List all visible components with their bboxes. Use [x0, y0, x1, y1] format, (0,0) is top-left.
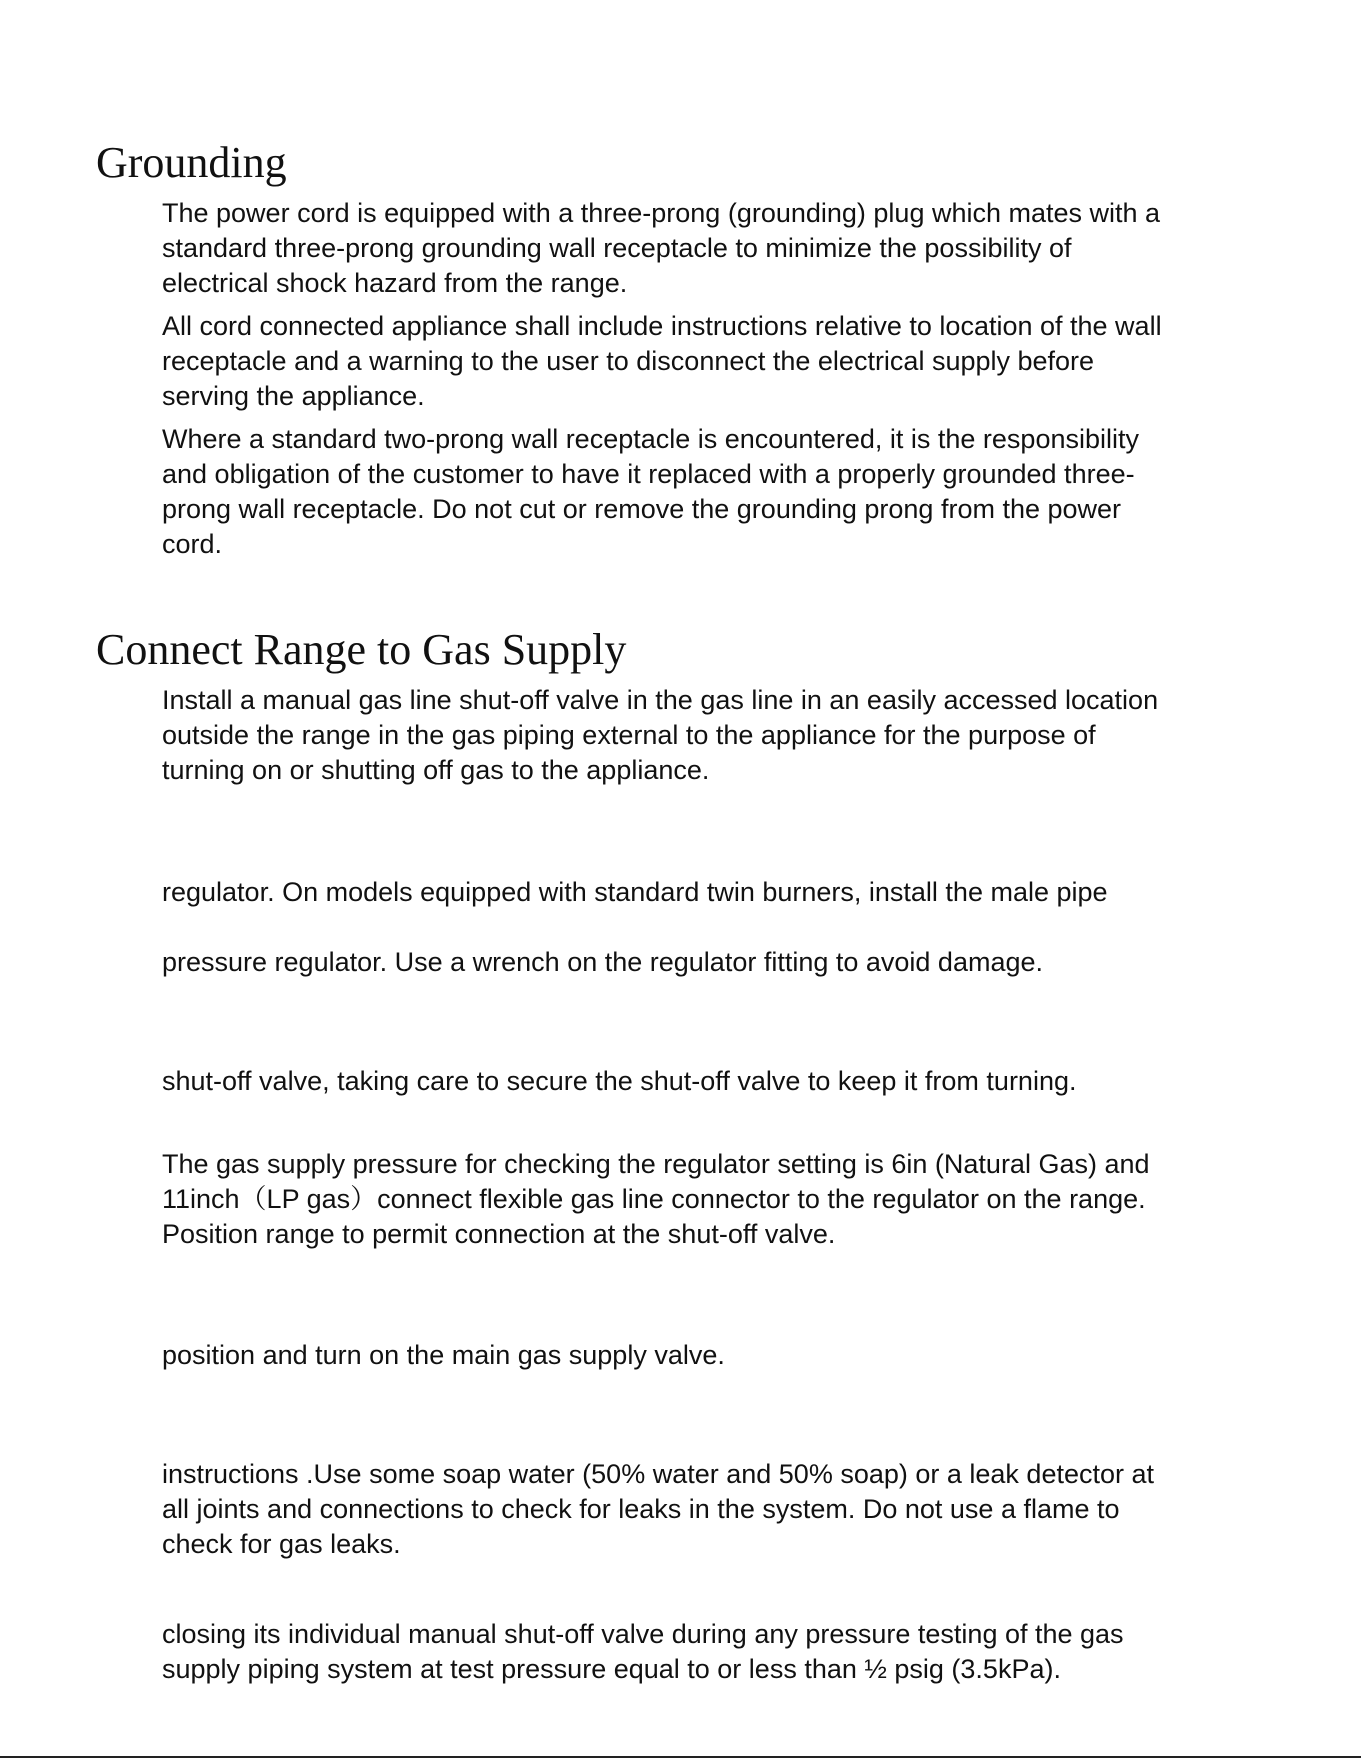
paragraph-two-prong-receptacle — [162, 422, 1252, 562]
text-line: pressure regulator. Use a wrench on the regulator fitting to avoid damage. — [162, 947, 1044, 977]
paragraph-pressure-regulator-wrench — [162, 945, 1252, 980]
text-line: standard three-prong grounding wall receptacle to minimize the possibility of — [162, 233, 1072, 263]
text-line: turning on or shutting off gas to the appliance. — [162, 755, 710, 785]
text-line: shut-off valve, taking care to secure the shut-off valve to keep it from turning. — [162, 1066, 1077, 1096]
text-line: regulator. On models equipped with standard twin burners, install the male pipe — [162, 877, 1108, 907]
text-line: Position range to permit connection at the shut-off valve. — [162, 1219, 836, 1249]
paragraph-leak-check — [162, 1457, 1252, 1562]
text-line: outside the range in the gas piping external to the appliance for the purpose of — [162, 720, 1096, 750]
text-line: electrical shock hazard from the range. — [162, 268, 628, 298]
paragraph-secure-shut-off-valve — [162, 1064, 1252, 1099]
text-line: instructions .Use some soap water (50% water and 50% soap) or a leak detector at — [162, 1459, 1154, 1489]
paragraph-main-gas-supply-valve — [162, 1338, 1252, 1373]
text-line: receptacle and a warning to the user to disconnect the electrical supply before — [162, 346, 1095, 376]
paragraph-cord-connected-appliance — [162, 309, 1252, 414]
text-line: The gas supply pressure for checking the regulator setting is 6in (Natural Gas) and — [162, 1149, 1150, 1179]
text-line: supply piping system at test pressure equal to or less than ½ psig (3.5kPa). — [162, 1654, 1061, 1684]
text-line: cord. — [162, 529, 223, 559]
text-line: position and turn on the main gas supply valve. — [162, 1340, 725, 1370]
text-line: and obligation of the customer to have it replaced with a properly grounded three- — [162, 459, 1135, 489]
text-line: 11inch（LP gas）connect flexible gas line connector to the regulator on the range. — [162, 1184, 1146, 1214]
text-line: serving the appliance. — [162, 381, 425, 411]
paragraph-grounding-plug — [162, 196, 1252, 301]
section-heading-connect-gas: Connect Range to Gas Supply — [96, 625, 627, 674]
text-line: prong wall receptacle. Do not cut or remove the grounding prong from the power — [162, 494, 1122, 524]
paragraph-pressure-testing — [162, 1617, 1252, 1687]
text-line: all joints and connections to check for leaks in the system. Do not use a flame to — [162, 1494, 1120, 1524]
section-heading-grounding: Grounding — [96, 138, 287, 187]
text-line: The power cord is equipped with a three-prong (grounding) plug which mates with a — [162, 198, 1161, 228]
paragraph-shut-off-valve — [162, 683, 1252, 788]
text-line: closing its individual manual shut-off valve during any pressure testing of the gas — [162, 1619, 1124, 1649]
paragraph-gas-supply-pressure — [162, 1147, 1252, 1252]
page-bottom-divider — [0, 1756, 1361, 1758]
text-line: Where a standard two-prong wall receptacle is encountered, it is the responsibility — [162, 424, 1139, 454]
text-line: check for gas leaks. — [162, 1529, 401, 1559]
text-line: All cord connected appliance shall include instructions relative to location of the wall — [162, 311, 1162, 341]
paragraph-regulator-male-pipe — [162, 875, 1252, 910]
text-line: Install a manual gas line shut-off valve in the gas line in an easily accessed location — [162, 685, 1159, 715]
